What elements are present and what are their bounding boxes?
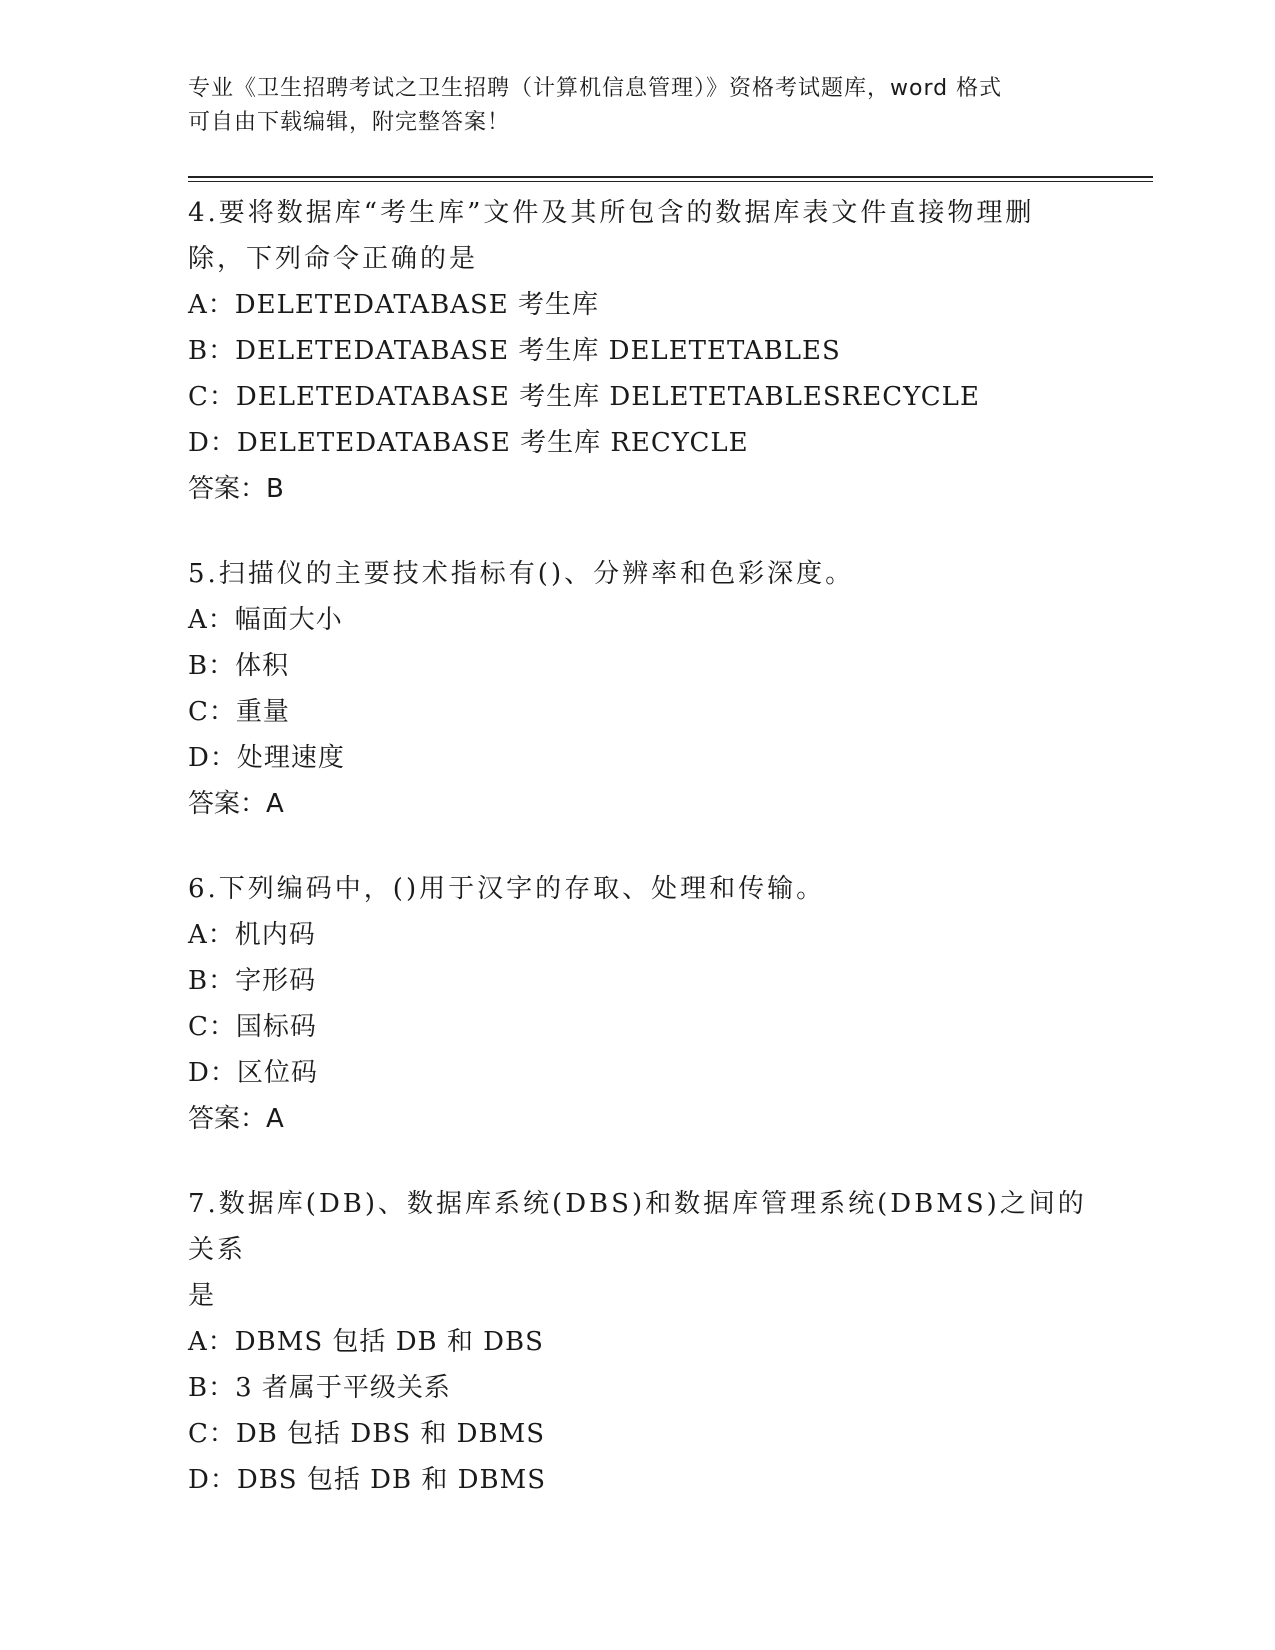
- question-7: [188, 1181, 1088, 1503]
- option-d: D：DELETEDATABASE 考生库 RECYCLE: [188, 428, 749, 458]
- question-stem-continued: 除，下列命令正确的是: [188, 244, 479, 274]
- answer-line: 答案：B: [188, 474, 284, 504]
- question-stem: 6.下列编码中，()用于汉字的存取、处理和传输。: [188, 874, 826, 904]
- header-line-1: 专业《卫生招聘考试之卫生招聘（计算机信息管理）》资格考试题库，word 格式: [188, 76, 1003, 101]
- option-a: A：DBMS 包括 DB 和 DBS: [188, 1327, 544, 1357]
- option-b: B：3 者属于平级关系: [188, 1373, 451, 1403]
- question-4: [188, 190, 1088, 512]
- answer-line: 答案：A: [188, 789, 284, 819]
- question-5: [188, 551, 1088, 827]
- option-c: C：DB 包括 DBS 和 DBMS: [188, 1419, 546, 1449]
- option-c: C：DELETEDATABASE 考生库 DELETETABLESRECYCLE: [188, 382, 980, 412]
- option-b: B：体积: [188, 651, 290, 681]
- option-d: D：DBS 包括 DB 和 DBMS: [188, 1465, 547, 1495]
- question-stem: 7.数据库(DB)、数据库系统(DBS)和数据库管理系统(DBMS)之间的关系: [188, 1189, 1087, 1265]
- option-a: A：幅面大小: [188, 605, 343, 635]
- option-b: B：DELETEDATABASE 考生库 DELETETABLES: [188, 336, 841, 366]
- question-stem: 5.扫描仪的主要技术指标有()、分辨率和色彩深度。: [188, 559, 855, 589]
- option-d: D：区位码: [188, 1058, 318, 1088]
- option-c: C：国标码: [188, 1012, 317, 1042]
- header-line-2: 可自由下载编辑，附完整答案！: [188, 110, 511, 135]
- option-d: D：处理速度: [188, 743, 345, 773]
- option-b: B：字形码: [188, 966, 317, 996]
- header-divider-thin: [188, 181, 1153, 182]
- answer-line: 答案：A: [188, 1104, 284, 1134]
- question-stem-continued: 是: [188, 1281, 218, 1311]
- question-list: [188, 190, 1088, 1542]
- option-c: C：重量: [188, 697, 290, 727]
- option-a: A：机内码: [188, 920, 316, 950]
- option-a: A：DELETEDATABASE 考生库: [188, 290, 600, 320]
- document-header: [188, 72, 1088, 140]
- header-divider: [188, 176, 1153, 178]
- question-stem: 4.要将数据库“考生库”文件及其所包含的数据库表文件直接物理删: [188, 198, 1035, 228]
- question-6: [188, 866, 1088, 1142]
